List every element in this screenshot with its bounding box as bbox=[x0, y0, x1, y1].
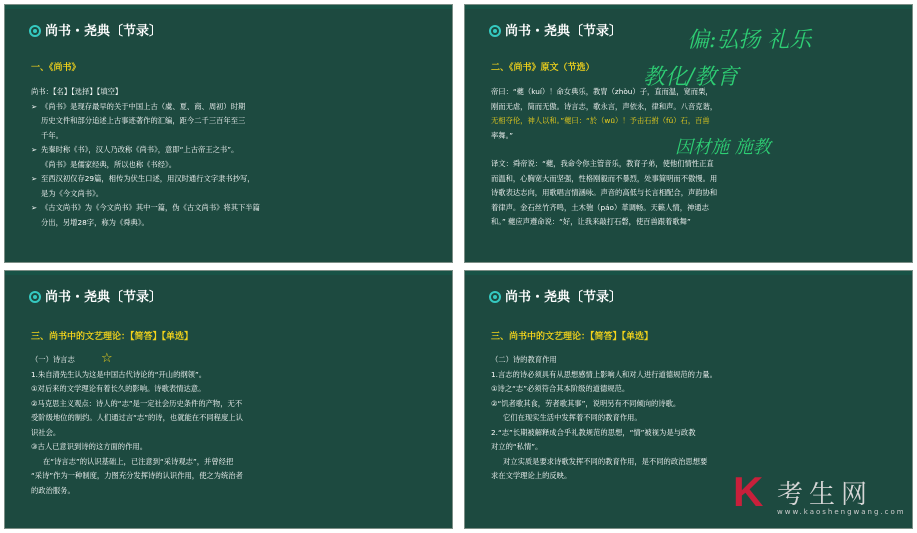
circle-logo-icon bbox=[29, 291, 41, 303]
body-line: 而温和，心胸宽大而坚强，性格刚毅而不暴烈，处事简明而不傲慢。用 bbox=[491, 173, 718, 183]
body-line: 识社会。 bbox=[31, 427, 61, 437]
subsection-heading: （二）诗的教育作用 bbox=[491, 355, 557, 364]
circle-logo-icon bbox=[489, 25, 501, 37]
subsection-heading: （一）诗言志 bbox=[31, 355, 75, 364]
watermark-letter: K bbox=[733, 468, 764, 515]
body-line: 刚而无虐，简而无傲。诗言志，歌永言，声依永，律和声。八音克谐， bbox=[491, 101, 718, 111]
body-line: ③古人已意识到诗的这方面的作用。 bbox=[31, 442, 147, 451]
body-line: 着律声。金石丝竹齐鸣，土木匏（páo）革调畅。天籁人情，神通志 bbox=[491, 202, 709, 212]
body-line: ①诗之“志”必须符合其本阶级的道德规范。 bbox=[491, 384, 630, 393]
section-heading: 一、《尚书》 bbox=[31, 63, 81, 73]
slide-body bbox=[31, 353, 434, 498]
body-line: 诗歌表达志向，用歌唱言情涵咏。声音的高低与长言相配合，声韵协和 bbox=[491, 188, 718, 197]
body-line: “采诗”作为一种制度，力图充分发挥诗的认识作用，使之为统治者 bbox=[31, 471, 243, 480]
arrow-icon: ➢ bbox=[31, 145, 38, 154]
slide-title: 尚书・尧典〔节录〕 bbox=[505, 24, 623, 39]
body-line: 对立的“私情”。 bbox=[491, 442, 543, 451]
slide-3[interactable] bbox=[4, 270, 453, 529]
body-line: 对立实质是要求诗歌发挥不同的教育作用，是不同的政治思想要 bbox=[503, 456, 708, 466]
handwritten-note: 因材施 施教 bbox=[675, 137, 771, 158]
body-line: 尚书：【名】【选择】【填空】 bbox=[31, 87, 123, 96]
body-line: 的政治服务。 bbox=[31, 485, 75, 495]
body-line: 千年。 bbox=[41, 130, 63, 140]
body-line: 2.“志”长期被解释成合乎礼教规范的思想，“情”被视为是与政教 bbox=[491, 427, 696, 437]
arrow-icon: ➢ bbox=[31, 174, 38, 183]
body-line: 是为《今文尚书》。 bbox=[41, 188, 104, 198]
body-line: 帝曰：“夔（kuí）！命女典乐，教胄（zhòu）子，直而温，宽而栗， bbox=[491, 87, 713, 96]
body-line: 1.朱自清先生认为这是中国古代诗论的“开山的纲领”。 bbox=[31, 369, 207, 379]
body-line: 它们在现实生活中发挥着不同的教育作用。 bbox=[503, 413, 642, 422]
slide-2[interactable] bbox=[464, 4, 913, 263]
handwritten-note: 教化/教育 bbox=[643, 65, 739, 90]
bullet-line: ➢ 先秦时称《书》，汉人乃改称《尚书》，意即“上古帝王之书”。 bbox=[31, 143, 434, 158]
bullet-line: ➢ 至西汉初仅存29篇，相传为伏生口述，用汉时通行文字隶书抄写， bbox=[31, 172, 434, 187]
circle-logo-icon bbox=[29, 25, 41, 37]
body-line: 《尚书》是儒家经典，所以也称《书经》。 bbox=[41, 159, 176, 169]
body-line: 分出，另增28字，称为《舜典》。 bbox=[41, 217, 149, 227]
body-line: 求在文学理论上的反映。 bbox=[491, 471, 572, 480]
slide-body bbox=[491, 85, 894, 230]
section-heading: 三、尚书中的文艺理论：【简答】【单选】 bbox=[491, 332, 654, 342]
body-line: ②马克思主义观点：诗人的“志”是一定社会历史条件的产物，无不 bbox=[31, 398, 243, 408]
body-line: 率舞。” bbox=[491, 130, 514, 140]
slide-1[interactable] bbox=[4, 4, 453, 263]
watermark-logo bbox=[733, 468, 906, 524]
watermark-url: www.kaoshengwang.com bbox=[777, 508, 906, 516]
body-line: 历史文件和部分追述上古事迹著作的汇编，距今二千三百年至三 bbox=[41, 116, 246, 125]
star-icon: ☆ bbox=[101, 351, 113, 366]
slide-body bbox=[31, 85, 434, 230]
section-heading: 三、尚书中的文艺理论：【简答】【单选】 bbox=[31, 332, 194, 342]
body-line: 1.言志的诗必须具有从思想感情上影响人和对人进行道德规范的力量。 bbox=[491, 369, 717, 379]
body-line: 和。” 夔应声遵命说：“好，让我来敲打石磬，使百兽跟着歌舞” bbox=[491, 217, 691, 226]
arrow-icon: ➢ bbox=[31, 203, 38, 212]
bullet-line: ➢ 《尚书》是现存最早的关于中国上古（虞、夏、商、周初）时期 bbox=[31, 100, 434, 115]
handwritten-note: 偏:弘扬 礼乐 bbox=[687, 28, 812, 53]
circle-logo-icon bbox=[489, 291, 501, 303]
section-heading: 二、《尚书》原文（节选） bbox=[491, 63, 595, 73]
body-line: 在“诗言志”的认识基础上，已注意到“采诗观志”，并曾经把 bbox=[43, 456, 234, 466]
slide-title: 尚书・尧典〔节录〕 bbox=[505, 290, 623, 305]
body-line: 无相夺伦，神人以和。”夔曰：“於（wū）！予击石拊（fǔ）石，百兽 bbox=[491, 116, 710, 125]
spacer bbox=[491, 143, 894, 157]
slide-title: 尚书・尧典〔节录〕 bbox=[45, 290, 163, 305]
body-line: ②“饥者歌其食，劳者歌其事”，说明另有不同倾向的诗歌。 bbox=[491, 398, 681, 408]
bullet-line: ➢ 《古文尚书》为《今文尚书》其中一篇，伪《古文尚书》将其下半篇 bbox=[31, 201, 434, 216]
watermark-text: 考生网 bbox=[777, 480, 874, 510]
arrow-icon: ➢ bbox=[31, 101, 38, 111]
slide-body bbox=[491, 353, 894, 484]
body-line: 受阶级地位的制约。人们通过言“志”的诗，也就能在不同程度上认 bbox=[31, 413, 243, 422]
body-line: ①对后来的文学理论有着长久的影响。诗歌表情达意。 bbox=[31, 384, 206, 393]
slide-title: 尚书・尧典〔节录〕 bbox=[45, 24, 163, 39]
body-line: 译文：舜帝说：“夔，我命令你主管音乐，教育子弟，使他们情性正直 bbox=[491, 159, 714, 168]
